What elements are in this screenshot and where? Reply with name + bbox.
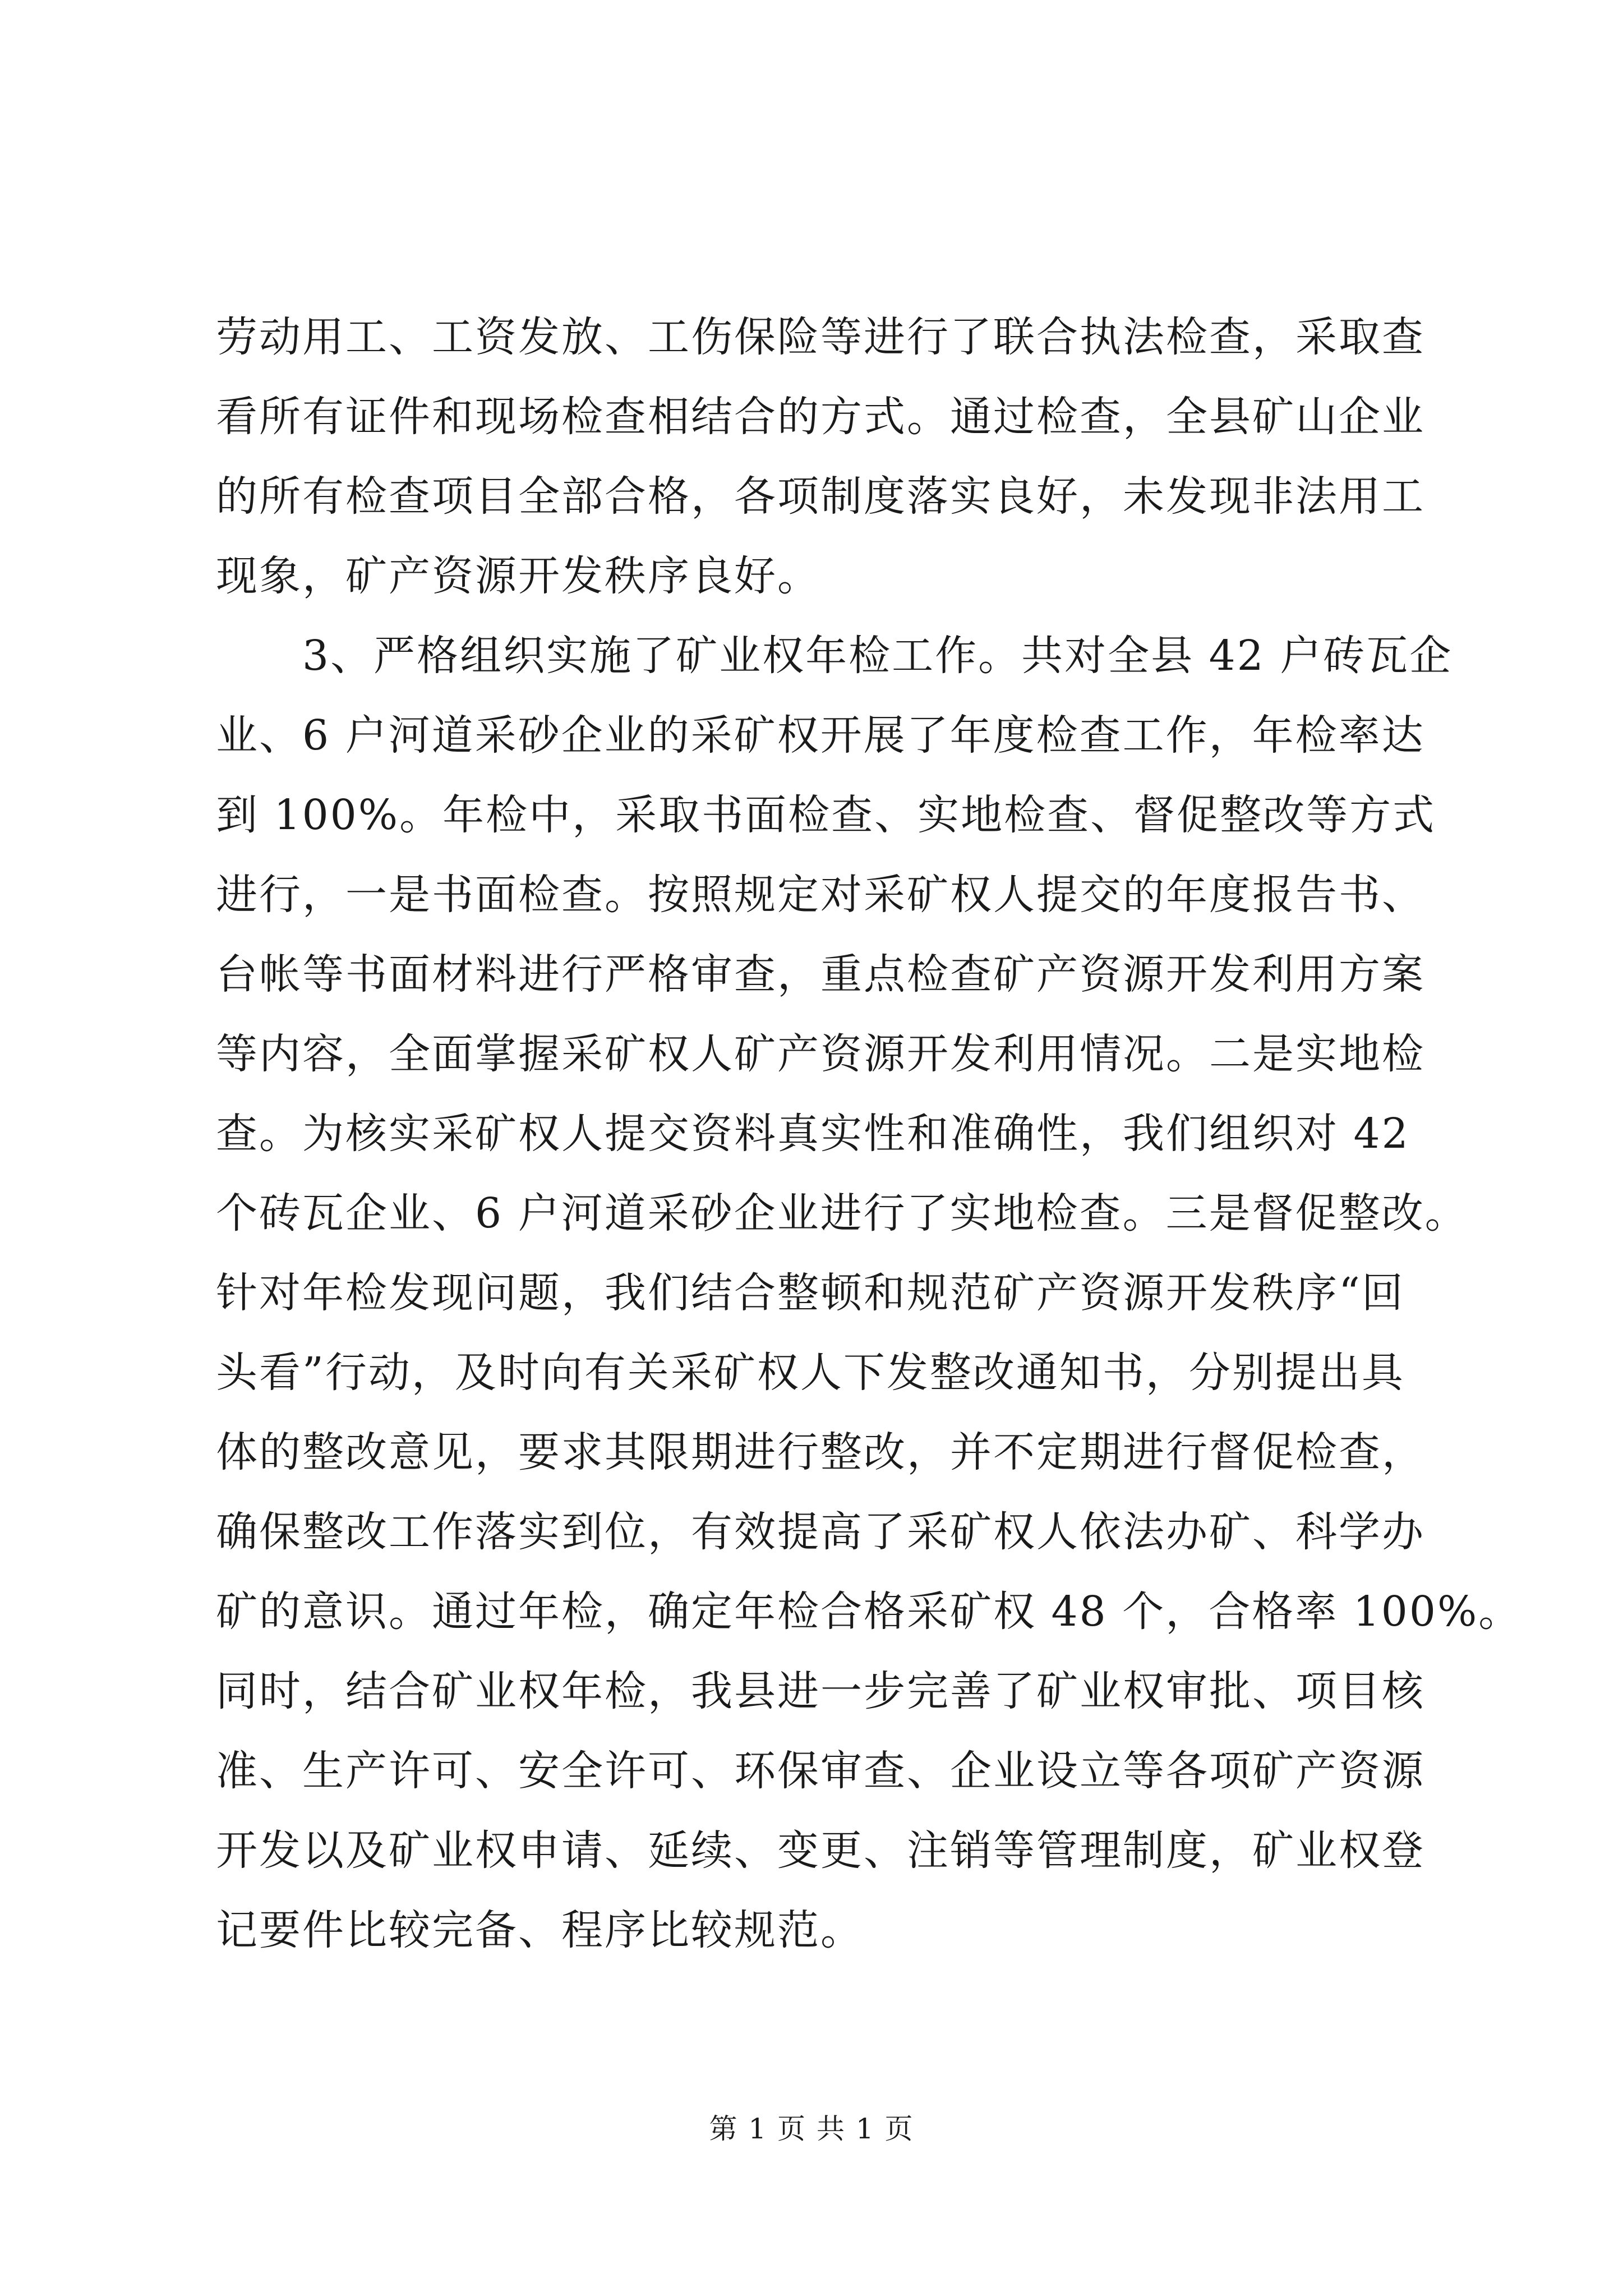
text-line: 看所有证件和现场检查相结合的方式。通过检查，全县矿山企业 [216, 393, 1425, 441]
text-line: 针对年检发现问题，我们结合整顿和规范矿产资源开发秩序“回 [216, 1269, 1405, 1317]
body-text [216, 297, 1522, 1970]
text-line: 确保整改工作落实到位，有效提高了采矿权人依法办矿、科学办 [216, 1508, 1425, 1556]
page-number-footer: 第 1 页 共 1 页 [709, 2113, 914, 2145]
text-line: 3、严格组织实施了矿业权年检工作。共对全县 42 户砖瓦企 [216, 632, 1453, 680]
text-line: 记要件比较完备、程序比较规范。 [216, 1906, 864, 1954]
text-line: 体的整改意见，要求其限期进行整改，并不定期进行督促检查， [216, 1428, 1425, 1476]
text-line: 现象，矿产资源开发秩序良好。 [216, 552, 820, 600]
text-line: 准、生产许可、安全许可、环保审查、企业设立等各项矿产资源 [216, 1747, 1425, 1795]
text-line: 查。为核实采矿权人提交资料真实性和准确性，我们组织对 42 [216, 1110, 1410, 1158]
text-line: 进行，一是书面检查。按照规定对采矿权人提交的年度报告书、 [216, 871, 1425, 919]
text-line: 开发以及矿业权申请、延续、变更、注销等管理制度，矿业权登 [216, 1826, 1425, 1875]
text-line: 个砖瓦企业、6 户河道采砂企业进行了实地检查。三是督促整改。 [216, 1189, 1468, 1237]
text-line: 的所有检查项目全部合格，各项制度落实良好，未发现非法用工 [216, 472, 1425, 521]
text-line: 劳动用工、工资发放、工伤保险等进行了联合执法检查，采取查 [216, 313, 1425, 361]
text-line: 到 100%。年检中，采取书面检查、实地检查、督促整改等方式 [216, 791, 1436, 839]
text-line: 台帐等书面材料进行严格审查，重点检查矿产资源开发利用方案 [216, 950, 1425, 999]
text-line: 同时，结合矿业权年检，我县进一步完善了矿业权审批、项目核 [216, 1667, 1425, 1715]
text-line: 矿的意识。通过年检，确定年检合格采矿权 48 个，合格率 100%。 [216, 1588, 1522, 1636]
text-line: 业、6 户河道采砂企业的采矿权开展了年度检查工作，年检率达 [216, 711, 1425, 760]
text-line: 头看”行动，及时向有关采矿权人下发整改通知书，分别提出具 [216, 1349, 1405, 1397]
text-line: 等内容，全面掌握采矿权人矿产资源开发利用情况。二是实地检 [216, 1030, 1425, 1078]
